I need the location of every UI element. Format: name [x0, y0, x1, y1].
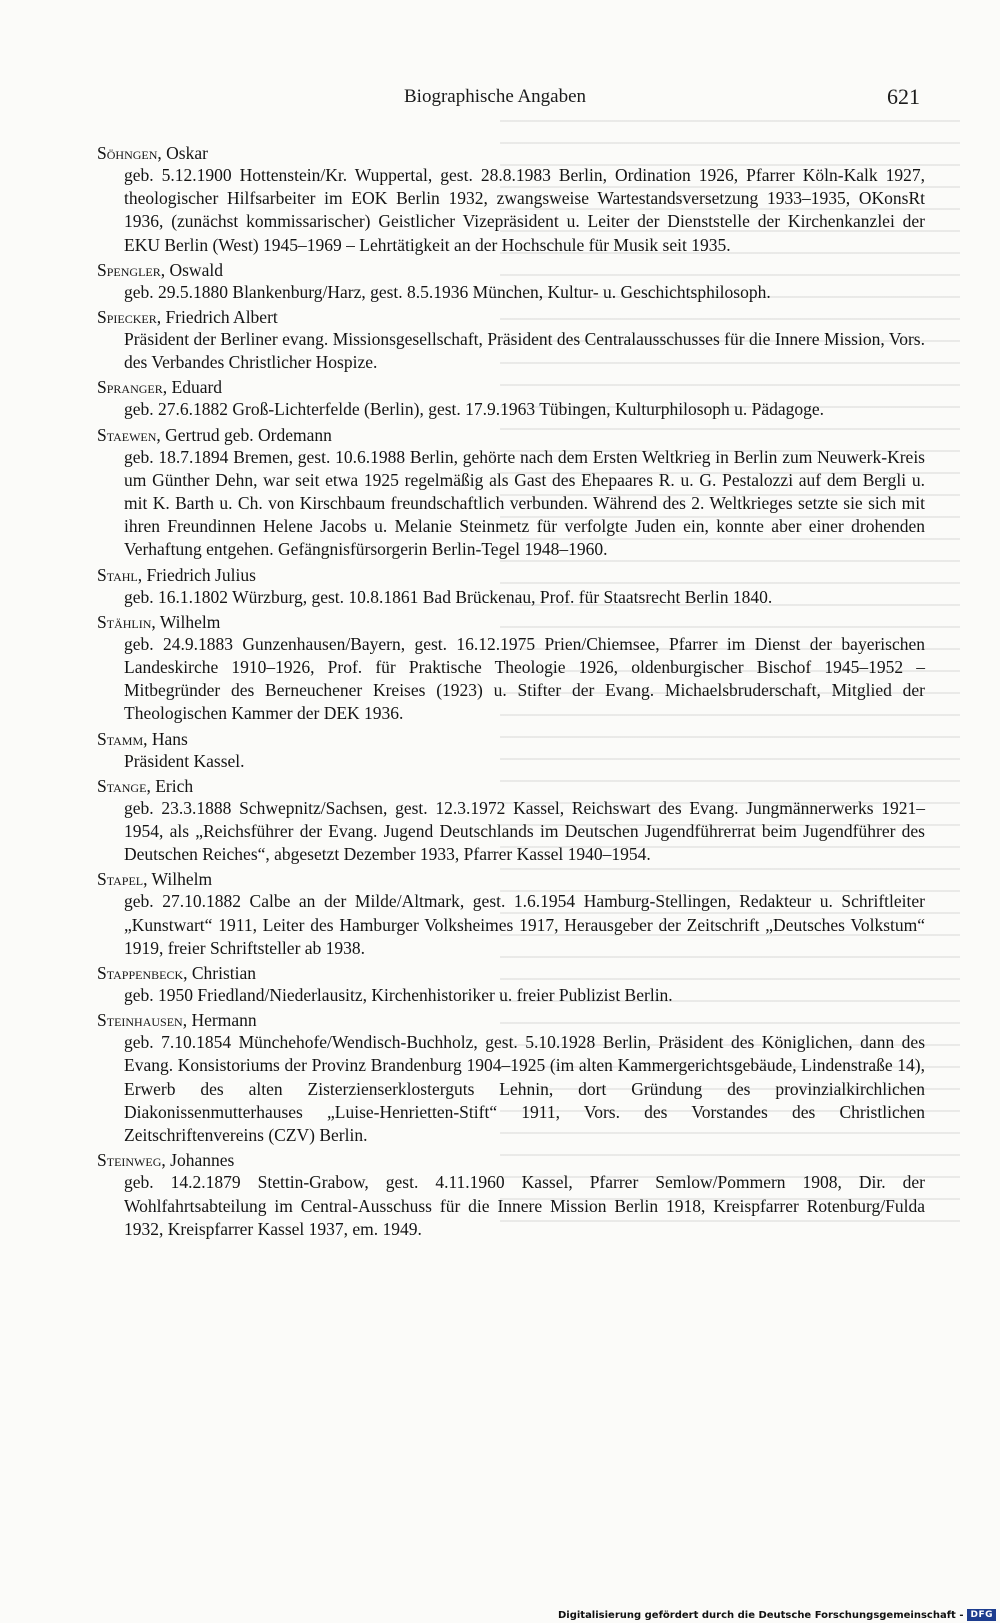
entry-surname: Steinweg: [97, 1150, 162, 1171]
entry-text: geb. 24.9.1883 Gunzenhausen/Bayern, gest. 16.12.1975 Prien/Chiemsee, Pfarrer im Dienst der bayerischen Landeskirche 1910–1926, Prof. für Praktische Theologie 1926, oldenburgischer Bischof 1945–1952 – Mitbegründer des Berneuchener Kreises (1923) u. Stifter der Evang. Michaelsbruderschaft, Mitglied der Theologischen Kammer der DEK 1936.: [124, 633, 925, 724]
entry-name: [97, 142, 925, 164]
entry-given-name: , Eduard: [162, 377, 223, 398]
entry-surname: Stahl: [97, 564, 138, 585]
entry-text: geb. 14.2.1879 Stettin-Grabow, gest. 4.11.1960 Kassel, Pfarrer Semlow/Pommern 1908, Dir. der Wohlfahrtsabteilung im Central-Ausschuss für die Innere Mission Berlin 1918, Kreispfarrer Rotenburg/Fulda 1932, Kreispfarrer Kassel 1937, em. 1949.: [124, 1172, 925, 1239]
entry-text: geb. 1950 Friedland/Niederlausitz, Kirchenhistoriker u. freier Publizist Berlin.: [124, 985, 673, 1006]
entry-name: [97, 611, 925, 633]
entry-name: [97, 775, 925, 797]
entry-name: [97, 424, 925, 446]
entry-surname: Staewen: [97, 424, 157, 445]
entry-given-name: , Gertrud geb. Ordemann: [156, 424, 332, 445]
entry-given-name: , Christian: [183, 963, 257, 984]
entry-surname: Steinhausen: [97, 1010, 183, 1031]
entry-text: geb. 27.10.1882 Calbe an der Milde/Altmark, gest. 1.6.1954 Hamburg-Stellingen, Redakteur u. Schriftleiter „Kunstwart“ 1911, Leiter des Hamburger Volksheimes 1917, Herausgeber der Zeitschrift „Deutsches Volkstum“ 1919, freier Schriftsteller ab 1938.: [124, 891, 925, 958]
entry-given-name: , Friedrich Albert: [156, 307, 278, 328]
entry-given-name: , Erich: [146, 775, 194, 796]
running-title: Biographische Angaben: [404, 86, 587, 107]
entry-name: [97, 1149, 925, 1171]
biography-entry: [97, 1149, 925, 1241]
page-header: [120, 86, 920, 116]
credit-text: Digitalisierung gefördert durch die Deutsche Forschungsgemeinschaft -: [557, 1609, 964, 1621]
entry-surname: Stapel: [97, 869, 144, 890]
biography-entry: [97, 424, 925, 562]
entry-text: geb. 5.12.1900 Hottenstein/Kr. Wuppertal, gest. 28.8.1983 Berlin, Ordination 1926, Pfarrer Köln-Kalk 1927, theologischer Hilfsarbeiter im EOK Berlin 1932, zwangsweise Wartestandsversetzung 1933–1935, OKonsRt 1936, (zunächst kommissarischer) Geistlicher Vizepräsident u. Leiter der Dienststelle der Kirchenkanzlei der EKU Berlin (West) 1945–1969 – Lehrtätigkeit an der Hochschule für Musik seit 1935.: [124, 165, 925, 255]
entry-given-name: , Hermann: [182, 1010, 257, 1031]
entry-given-name: , Friedrich Julius: [137, 564, 256, 585]
entry-surname: Söhngen: [97, 143, 158, 163]
entry-surname: Stählin: [97, 611, 152, 632]
biography-entry: [97, 962, 925, 1007]
dfg-logo: DFG: [967, 1609, 996, 1621]
entry-surname: Spranger: [97, 377, 163, 398]
entry-text: Präsident der Berliner evang. Missionsgesellschaft, Präsident des Centralausschusses für die Innere Mission, Vors. des Verbandes Christlicher Hospize.: [124, 329, 925, 373]
entry-name: [97, 376, 925, 398]
entry-surname: Stappenbeck: [97, 963, 184, 984]
biography-entry: [97, 564, 925, 609]
entry-name: [97, 259, 925, 281]
digitization-credit: [558, 1609, 996, 1621]
entry-surname: Spengler: [97, 259, 161, 280]
entry-given-name: , Johannes: [161, 1150, 235, 1171]
page-number: 621: [887, 84, 920, 109]
entry-name: [97, 868, 925, 890]
entry-given-name: , Hans: [143, 728, 188, 749]
biography-entry: [97, 1009, 925, 1147]
entry-surname: Stange: [97, 775, 147, 796]
entry-text: geb. 16.1.1802 Würzburg, gest. 10.8.1861 Bad Brückenau, Prof. für Staatsrecht Berlin 1840.: [124, 586, 773, 607]
biography-entry: [97, 259, 925, 304]
entry-name: [97, 962, 925, 984]
entry-given-name: , Wilhelm: [143, 869, 213, 890]
biography-entry: [97, 376, 925, 421]
biography-entry: [97, 868, 925, 960]
entry-given-name: , Oswald: [160, 259, 223, 280]
entry-text: geb. 7.10.1854 Münchehofe/Wendisch-Buchholz, gest. 5.10.1928 Berlin, Präsident des Königlichen, dann des Evang. Konsistoriums der Provinz Brandenburg 1904–1925 (im alten Kammergerichtsgebäude, Lindenstraße 14), Erwerb des alten Zisterzienserklosterguts Lehnin, dort Gründung des provinzialkirchlichen Diakonissenmutterhauses „Luise-Henrietten-Stift“ 1911, Vors. des Vorstandes des Christlichen Zeitschriftenvereins (CZV) Berlin.: [124, 1032, 925, 1146]
entry-surname: Spiecker: [97, 307, 157, 328]
entry-text: geb. 29.5.1880 Blankenburg/Harz, gest. 8.5.1936 München, Kultur- u. Geschichtsphilosoph.: [124, 281, 771, 302]
biography-entry: [97, 142, 925, 257]
entry-name: [97, 306, 925, 328]
biography-entry: [97, 611, 925, 726]
biography-list: [97, 142, 925, 1243]
entry-given-name: , Wilhelm: [151, 611, 221, 632]
biography-entry: [97, 775, 925, 867]
entry-name: [97, 564, 925, 586]
biography-entry: [97, 306, 925, 374]
entry-name: [97, 728, 925, 750]
entry-text: geb. 27.6.1882 Groß-Lichterfelde (Berlin), gest. 17.9.1963 Tübingen, Kulturphilosoph u. Pädagoge.: [124, 399, 825, 420]
entry-given-name: , Oskar: [157, 143, 208, 163]
biography-entry: [97, 728, 925, 773]
entry-text: geb. 18.7.1894 Bremen, gest. 10.6.1988 Berlin, gehörte nach dem Ersten Weltkrieg in Berlin zum Neuwerk-Kreis um Günther Dehn, war seit etwa 1925 regelmäßig als Gast des Ehepaares R. u. G. Pestalozzi auf dem Bergli u. mit K. Barth u. Ch. von Kirschbaum freundschaftlich verbunden. Während des 2. Weltkrieges setzte sie sich mit ihren Freundinnen Helene Jacobs u. Melanie Steinmetz für verfolgte Juden ein, konnte aber einer drohenden Verhaftung entgehen. Gefängnisfürsorgerin Berlin-Tegel 1948–1960.: [124, 446, 925, 560]
entry-name: [97, 1009, 925, 1031]
entry-text: Präsident Kassel.: [124, 750, 245, 771]
entry-text: geb. 23.3.1888 Schwepnitz/Sachsen, gest. 12.3.1972 Kassel, Reichswart des Evang. Jungmännerwerks 1921–1954, als „Reichsführer der Evang. Jugend Deutschlands im Deutschen Jugendführerrat beim Jugendführer des Deutschen Reiches“, abgesetzt Dezember 1933, Pfarrer Kassel 1940–1954.: [124, 797, 925, 865]
entry-surname: Stamm: [97, 728, 144, 749]
